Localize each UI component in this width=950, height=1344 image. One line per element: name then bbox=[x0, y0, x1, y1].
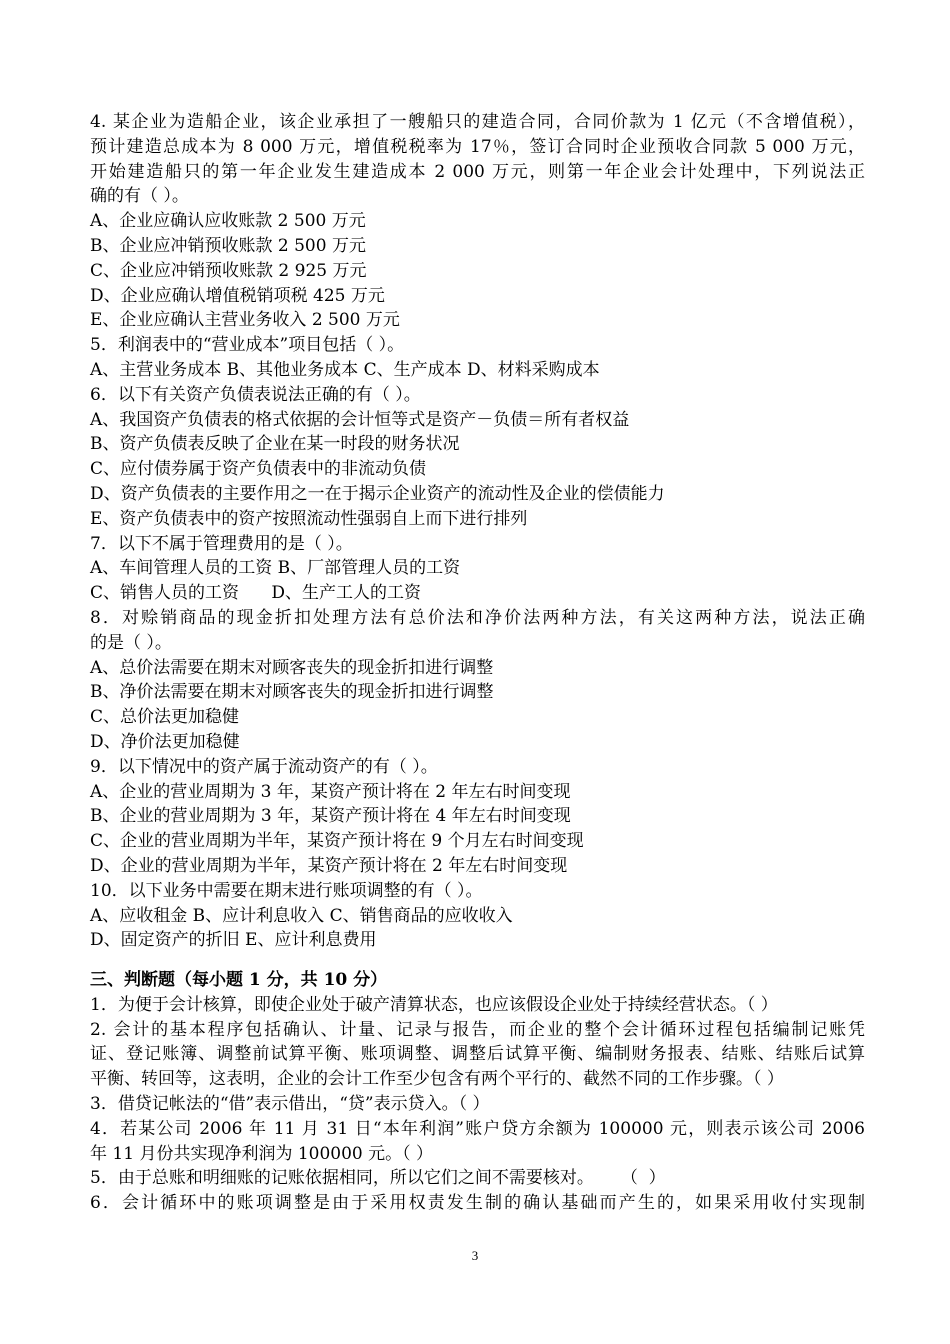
judge-item-1: 1．为便于会计核算，即使企业处于破产清算状态，也应该假设企业处于持续经营状态。（ ） bbox=[90, 994, 778, 1015]
judge-item-2-line-1: 2. 会计的基本程序包括确认、计量、记录与报告，而企业的整个会计循环过程包括编制记账凭 bbox=[90, 1019, 865, 1040]
q9-option-d: D、企业的营业周期为半年，某资产预计将在 2 年左右时间变现 bbox=[90, 855, 568, 876]
q8-option-b: B、净价法需要在期末对顾客丧失的现金折扣进行调整 bbox=[90, 682, 494, 703]
q6-option-d: D、资产负债表的主要作用之一在于揭示企业资产的流动性及企业的偿债能力 bbox=[90, 483, 665, 504]
q4-stem-line-4: 确的有（ ）。 bbox=[90, 186, 189, 207]
q5-stem: 5．利润表中的“营业成本”项目包括（ ）。 bbox=[90, 335, 405, 356]
q7-options-line-1: A、车间管理人员的工资 B、厂部管理人员的工资 bbox=[90, 558, 461, 579]
q6-stem: 6．以下有关资产负债表说法正确的有（ ）。 bbox=[90, 384, 421, 405]
q10-options-line-2: D、固定资产的折旧 E、应计利息费用 bbox=[90, 930, 377, 951]
document-body bbox=[90, 110, 865, 1216]
q7-stem: 7．以下不属于管理费用的是（ ）。 bbox=[90, 533, 353, 554]
q4-stem-line-2: 预计建造总成本为 8 000 万元，增值税税率为 17％，签订合同时企业预收合同款 5 000 万元， bbox=[90, 136, 865, 157]
q9-option-b: B、企业的营业周期为 3 年，某资产预计将在 4 年左右时间变现 bbox=[90, 806, 571, 827]
judge-item-2-line-3: 平衡、转回等，这表明，企业的会计工作至少包含有两个平行的、截然不同的工作步骤。（ ） bbox=[90, 1069, 784, 1090]
judge-item-4-line-2: 年 11 月份共实现净利润为 100000 元。（ ） bbox=[90, 1143, 434, 1164]
q8-stem-line-1: 8．对赊销商品的现金折扣处理方法有总价法和净价法两种方法，有关这两种方法，说法正确 bbox=[90, 607, 865, 628]
q4-option-a: A、企业应确认应收账款 2 500 万元 bbox=[90, 211, 366, 232]
section3-heading: 三、判断题（每小题 1 分，共 10 分） bbox=[90, 970, 388, 991]
q6-option-c: C、应付债券属于资产负债表中的非流动负债 bbox=[90, 459, 427, 480]
q10-options-line-1: A、应收租金 B、应计利息收入 C、销售商品的应收收入 bbox=[90, 905, 513, 926]
section-spacer bbox=[90, 953, 865, 968]
q4-option-b: B、企业应冲销预收账款 2 500 万元 bbox=[90, 235, 366, 256]
q8-option-c: C、总价法更加稳健 bbox=[90, 707, 240, 728]
q6-option-b: B、资产负债表反映了企业在某一时段的财务状况 bbox=[90, 434, 460, 455]
q7-options-line-2: C、销售人员的工资 D、生产工人的工资 bbox=[90, 583, 422, 604]
q8-option-a: A、总价法需要在期末对顾客丧失的现金折扣进行调整 bbox=[90, 657, 494, 678]
judge-item-3: 3．借贷记帐法的“借”表示借出，“贷”表示贷入。（ ） bbox=[90, 1094, 490, 1115]
judge-item-5: 5．由于总账和明细账的记账依据相同，所以它们之间不需要核对。 （ ） bbox=[90, 1168, 666, 1189]
q4-option-c: C、企业应冲销预收账款 2 925 万元 bbox=[90, 260, 367, 281]
judge-item-2-line-2: 证、登记账簿、调整前试算平衡、账项调整、调整后试算平衡、编制财务报表、结账、结账后试算 bbox=[90, 1044, 865, 1065]
q4-option-d: D、企业应确认增值税销项税 425 万元 bbox=[90, 285, 385, 306]
q10-stem: 10．以下业务中需要在期末进行账项调整的有（ ）。 bbox=[90, 880, 483, 901]
q8-option-d: D、净价法更加稳健 bbox=[90, 731, 240, 752]
page-number: 3 bbox=[471, 1248, 479, 1263]
q4-stem-line-1: 4. 某企业为造船企业，该企业承担了一艘船只的建造合同，合同价款为 1 亿元（不含增值税）， bbox=[90, 112, 865, 132]
q9-option-c: C、企业的营业周期为半年，某资产预计将在 9 个月左右时间变现 bbox=[90, 831, 584, 852]
q4-option-e: E、企业应确认主营业务收入 2 500 万元 bbox=[90, 310, 400, 331]
q9-option-a: A、企业的营业周期为 3 年，某资产预计将在 2 年左右时间变现 bbox=[90, 781, 571, 802]
judge-item-6: 6．会计循环中的账项调整是由于采用权责发生制的确认基础而产生的，如果采用收付实现制 bbox=[90, 1193, 865, 1214]
q6-option-a: A、我国资产负债表的格式依据的会计恒等式是资产－负债＝所有者权益 bbox=[90, 409, 630, 430]
q6-option-e: E、资产负债表中的资产按照流动性强弱自上而下进行排列 bbox=[90, 508, 528, 529]
q5-options: A、主营业务成本 B、其他业务成本 C、生产成本 D、材料采购成本 bbox=[90, 359, 600, 380]
judge-item-4-line-1: 4．若某公司 2006 年 11 月 31 日“本年利润”账户贷方余额为 100000 元，则表示该公司 2006 bbox=[90, 1118, 865, 1139]
q8-stem-line-2: 的是（ ）。 bbox=[90, 632, 172, 653]
q4-stem-line-3: 开始建造船只的第一年企业发生建造成本 2 000 万元，则第一年企业会计处理中，下列说法正 bbox=[90, 161, 865, 182]
q9-stem: 9．以下情况中的资产属于流动资产的有（ ）。 bbox=[90, 756, 438, 777]
